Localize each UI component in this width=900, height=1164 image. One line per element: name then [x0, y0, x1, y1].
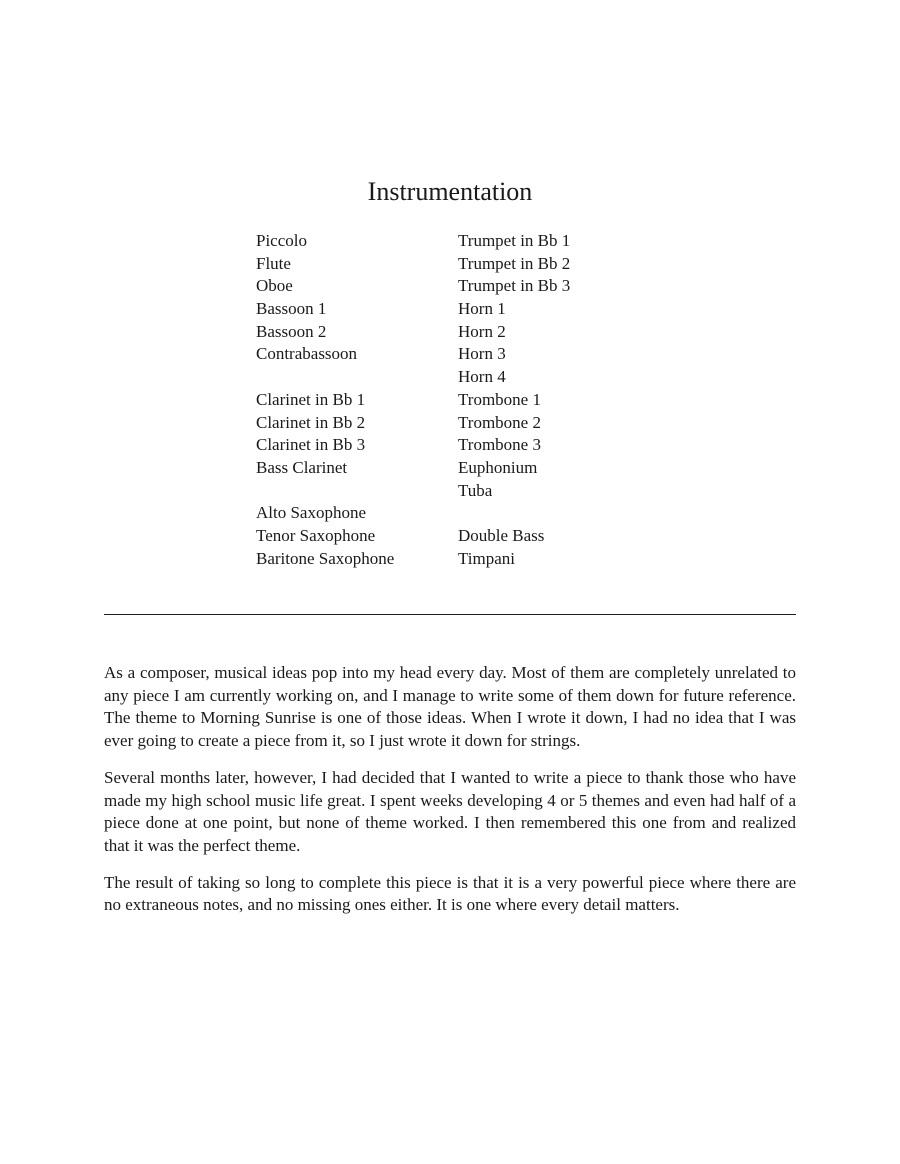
instrument-item: Contrabassoon	[256, 344, 358, 364]
instrument-spacer	[256, 366, 446, 389]
instrument-item: Alto Saxophone	[256, 503, 367, 523]
instrument-item: Oboe	[256, 276, 293, 296]
notes-paragraph: The result of taking so long to complete this piece is that it is a very powerful piece where there are no extraneous notes, and no missing ones either. It is one where every detail matters.	[104, 872, 796, 915]
page-title: Instrumentation	[367, 177, 533, 206]
program-notes	[104, 662, 796, 931]
instrument-item: Bassoon 2	[256, 321, 327, 341]
instrument-item: Horn 3	[458, 344, 506, 364]
instrument-item: Trombone 2	[458, 412, 541, 432]
notes-paragraph: Several months later, however, I had decided that I wanted to write a piece to thank those who have made my high school music life great. I spent weeks developing 4 or 5 themes and even had half of a piece done at one point, but none of theme worked. I then remembered this one from and realized that it was the perfect theme.	[104, 767, 796, 855]
horizontal-divider	[104, 614, 796, 615]
instrument-item: Clarinet in Bb 2	[256, 412, 366, 432]
instrument-list-right	[458, 230, 658, 570]
instrument-item: Horn 1	[458, 299, 506, 319]
notes-paragraph: As a composer, musical ideas pop into my head every day. Most of them are completely unrelated to any piece I am currently working on, and I manage to write some of them down for future reference. The theme to Morning Sunrise is one of those ideas. When I wrote it down, I had no idea that I was ever going to create a piece from it, so I just wrote it down for strings.	[104, 663, 796, 751]
instrument-spacer	[458, 502, 658, 525]
instrument-item: Bass Clarinet	[256, 457, 348, 477]
instrument-item: Double Bass	[458, 525, 545, 545]
instrument-item: Euphonium	[458, 457, 538, 477]
instrument-item: Horn 2	[458, 321, 506, 341]
instrument-item: Flute	[256, 253, 291, 273]
instrument-item: Bassoon 1	[256, 299, 327, 319]
instrument-item: Horn 4	[458, 367, 506, 387]
instrument-item: Trombone 3	[458, 435, 541, 455]
instrument-item: Piccolo	[256, 231, 307, 250]
instrument-list-left	[256, 230, 446, 570]
instrument-item: Timpani	[458, 548, 516, 568]
instrument-item: Clarinet in Bb 1	[256, 389, 366, 409]
instrument-item: Tuba	[458, 480, 493, 500]
instrument-item: Clarinet in Bb 3	[256, 435, 366, 455]
instrument-item: Tenor Saxophone	[256, 525, 376, 545]
instrument-item: Baritone Saxophone	[256, 548, 395, 568]
instrument-item: Trumpet in Bb 2	[458, 253, 571, 273]
instrument-item: Trumpet in Bb 3	[458, 276, 571, 296]
instrument-item: Trombone 1	[458, 389, 541, 409]
instrument-item: Trumpet in Bb 1	[458, 231, 571, 250]
instrument-spacer	[256, 480, 446, 503]
